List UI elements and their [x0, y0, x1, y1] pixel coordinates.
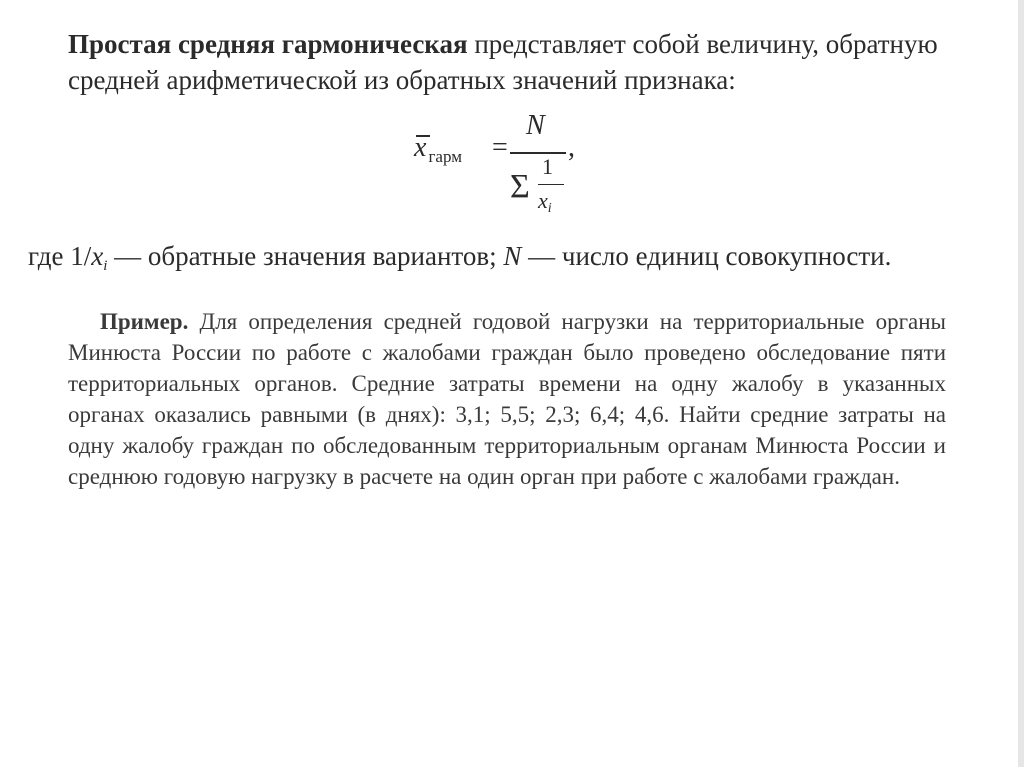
formula-inner-x: x: [538, 188, 548, 213]
formula-sigma: Σ: [510, 168, 530, 205]
formula-inner-numerator: 1: [542, 154, 553, 179]
formula-numerator: N: [526, 110, 545, 141]
formula-trailing-comma: ,: [568, 132, 575, 163]
intro-bold-term: Простая средняя гармоническая: [68, 29, 468, 59]
where-prefix: где 1/: [28, 241, 92, 271]
where-var: x: [91, 241, 104, 271]
example-text: [68, 306, 946, 492]
where-suffix: — число единиц совокупности.: [521, 241, 892, 271]
example-paragraph: [68, 306, 946, 492]
where-line: [28, 238, 968, 279]
formula-inner-denominator: [538, 188, 552, 214]
formula-lhs-subscript: гарм: [428, 147, 462, 166]
formula-inner-fraction-line: [538, 184, 564, 185]
intro-paragraph: [68, 26, 948, 98]
formula-lhs-symbol: x: [414, 132, 427, 163]
where-mid: — обратные значения вариантов;: [107, 241, 504, 271]
harmonic-mean-formula: [414, 108, 594, 228]
example-body: Для определения средней годовой нагрузки на территориальные органы Минюста России по работе с жалобами граждан было проведено обследование пяти территориальных органов. Средние затраты времени на одну жалобу в указанных органах оказались равными (в днях): 3,1; 5,5; 2,3; 6,4; 4,6. Найти средние затраты на одну жалобу граждан по обследованным территориальным органам Минюста России и среднюю годовую нагрузку в расчете на один орган при работе с жалобами граждан.: [68, 309, 946, 489]
formula-fraction-line: [510, 152, 566, 154]
example-label: Пример.: [100, 309, 189, 334]
where-n-symbol: N: [503, 241, 522, 271]
where-var-subscript: i: [103, 258, 108, 274]
formula-equals: =: [492, 132, 508, 163]
intro-rest-text: представляет собой величину, обратную средней арифметической из обратных значений признака:: [68, 29, 938, 95]
formula-lhs: [414, 132, 462, 164]
formula-inner-subscript: i: [547, 201, 552, 216]
page-edge-shadow: [1018, 0, 1024, 767]
intro-text: [68, 26, 948, 98]
